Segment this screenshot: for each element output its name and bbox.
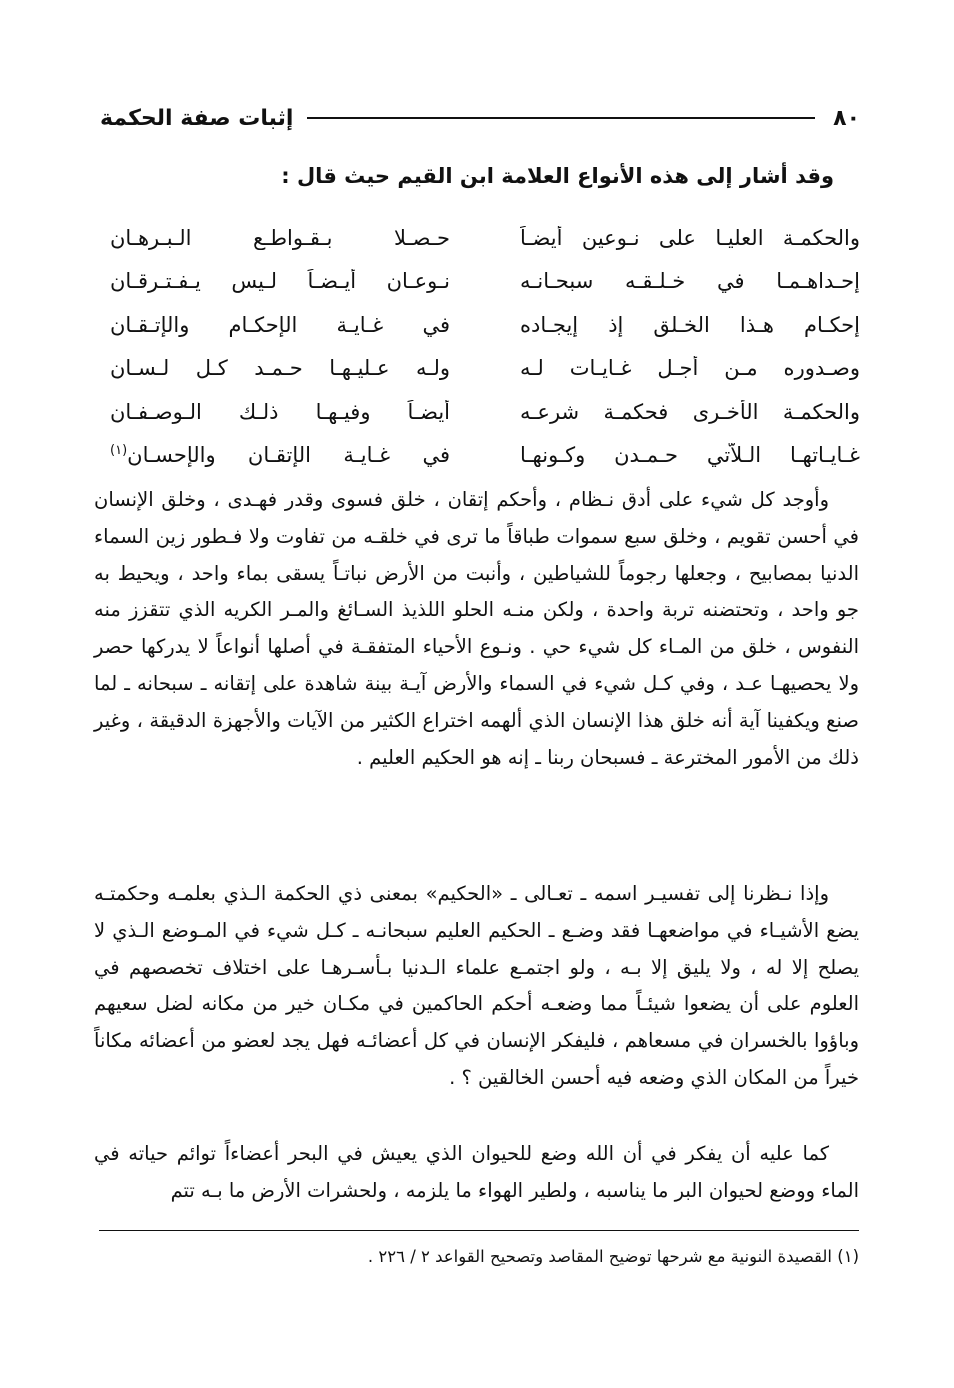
intro-line: وقد أشار إلى هذه الأنواع العلامة ابن القيم حيث قال : <box>281 164 834 188</box>
page-header <box>100 100 860 136</box>
poem-first-hemistich: والحكمـة العليـا على نـوعين أيضـاً <box>520 225 860 250</box>
body-paragraph-3: كما عليه أن يفكر في أن الله وضع للحيوان الذي يعيش في البحر أعضاءاً توائم حياته في الماء ووضع لحيوان البر ما يناسبه ، ولطير الهواء ما يلزمه ، ولحشرات الأرض ما بـه تتم <box>94 1142 859 1202</box>
poem-first-hemistich: والحكمـة الأخـرى فحكمـة شرعـه <box>520 399 860 424</box>
poem-first-hemistich: إحكـام هـذا الخـلق إذ إيجـاده <box>520 312 860 337</box>
poem-second-hemistich: نـوعـان أيـضـاً لـيس يـفـتـرقـان <box>110 269 450 294</box>
poem-verse <box>100 434 860 478</box>
footnote: (١) القصيدة النونية مع شرحها توضيح المقاصد وتصحيح القواعد ٢ / ٢٢٦ . <box>367 1247 859 1266</box>
poem-first-hemistich: غـايـاتهـا الـلاّتي حـمـدن وكـونهـا <box>520 443 860 468</box>
poem-verse <box>100 390 860 434</box>
poem-verse <box>100 347 860 391</box>
poem-second-hemistich: ولـه عـليـهـا حـمـد كـل لـسـان <box>110 356 450 381</box>
poem-verse <box>100 216 860 260</box>
running-title: إثبات صفة الحكمة <box>100 105 294 131</box>
body-paragraph-1: وأوجد كل شيء على أدق نـظام ، وأحكم إتقان ، خلق فسوى وقدر فهـدى ، وخلق الإنسان في أحسن تقويم ، وخلق سبع سموات طباقاً ما ترى في خلقـه من تفاوت ولا فـطور زين السماء الدنيا بمصابيح ، وجعلها رجوماً للشياطين ، وأنبت من الأرض نباتـاً يسقى بماء واحد ، ويحيط به جو واحد ، وتحتضنه تربة واحدة ، ولكن منـه الحلو اللذيذ السـائغ والمـر الكريه الذي تتقزز منه النفوس ، خلق من المـاء كل شيء حي . ونـوع الأحياء المتفقـة في أصلها أنواعاً لا يدركها حصر ولا يحصيهـا عـد ، وفي كـل شيء في السماء والأرض آيـة بينة شاهدة على إتقانه ـ سبحانه ـ لما صنع ويكفينا آية أنه خلق هذا الإنسان الذي ألهمه اختراع الكثير من الآيات والأجهزة الدقيقة ، وغير ذلك من الأمور المخترعة ـ فسبحان ربنا ـ إنه هو الحكيم العليم . <box>94 488 859 769</box>
poem-first-hemistich: إحـداهـمـا في خـلـقـه سبحـانـه <box>520 269 860 294</box>
body-paragraph-2: وإذا نـظرنا إلى تفسيـر اسمه ـ تعـالى ـ «الحكيم» بمعنى ذي الحكمة الـذي بعلمـه وحكمتـه يضع الأشيـاء في مواضعهـا فقد وضـع ـ الحكيم العليم سبحانـه ـ كـل شيء في المـوضع الـذي لا يصلح إلا له ، ولا يليق إلا بـه ، ولو اجتمـع علماء الـدنيا بـأسـرهـا على اختلاف تخصصهم في العلوم على أن يضعوا شيئـاً مما وضعـه أحكم الحاكمين في مكـان خير من مكانه لضل سعيهم وباؤوا بالخسران في مسعاهم ، فليفكر الإنسان في كل أعضائـه فهل يجد لعضو من أعضائه مكاناً خيراً من المكان الذي وضعه فيه أحسن الخالقين ؟ . <box>94 882 859 1089</box>
poem-second-hemistich-text: في غـايـة الإتقـان والإحسـان <box>127 443 450 468</box>
footnote-rule <box>99 1230 859 1231</box>
poem-second-hemistich: أيضـاً وفيـهـا ذلـك الـوصـفـان <box>110 399 450 424</box>
poem-verse <box>100 260 860 304</box>
page-number: ٨٠ <box>833 105 860 131</box>
footnote-marker: (١) <box>110 443 128 459</box>
header-rule <box>307 117 815 119</box>
poem-second-hemistich: حـصـلا بـقـواطـع الـبـرهـان <box>110 225 450 250</box>
poem-first-hemistich: وصـدوره مـن أجـل غـايـات لـه <box>520 356 860 381</box>
poem-second-hemistich: في غـايـة الإحكـام والإتـقـان <box>110 312 450 337</box>
poem-second-hemistich <box>110 443 450 467</box>
poem <box>100 216 860 477</box>
poem-verse <box>100 303 860 347</box>
